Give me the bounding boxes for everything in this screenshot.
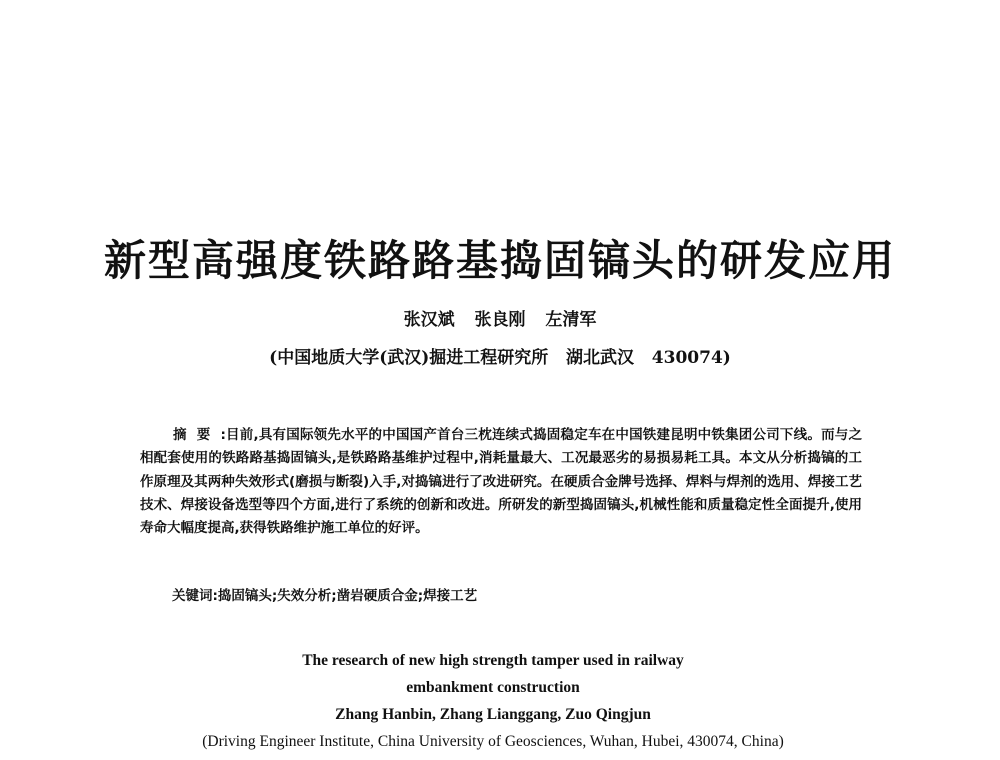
abstract-label: 摘要 [173, 427, 221, 443]
abstract-cn [140, 424, 862, 540]
keywords-label: 关键词 [172, 588, 213, 604]
paper-title-en-line2: embankment construction [406, 679, 580, 696]
paper-title-cn: 新型高强度铁路路基捣固镐头的研发应用 [103, 236, 896, 285]
authors-cn: 张汉斌 张良刚 左清军 [403, 310, 597, 330]
affiliation-cn: (中国地质大学(武汉)掘进工程研究所 湖北武汉 430074) [269, 348, 731, 368]
keywords-cn [172, 584, 477, 604]
paper-title-en-line1: The research of new high strength tamper used in railway [302, 652, 684, 669]
keywords-text: :捣固镐头;失效分析;凿岩硬质合金;焊接工艺 [212, 588, 478, 604]
abstract-text: :目前,具有国际领先水平的中国国产首台三枕连续式捣固稳定车在中国铁建昆明中铁集团公司下线。而与之相配套使用的铁路路基捣固镐头,是铁路路基维护过程中,消耗量最大、工况最恶劣的易损易耗工具。本文从分析捣镐的工作原理及其两种失效形式(磨损与断裂)入手,对捣镐进行了改进研究。在硬质合金牌号选择、焊料与焊剂的选用、焊接工艺技术、焊接设备选型等四个方面,进行了系统的创新和改进。所研发的新型捣固镐头,机械性能和质量稳定性全面提升,使用寿命大幅度提高,获得铁路维护施工单位的好评。 [140, 427, 863, 537]
affiliation-en: (Driving Engineer Institute, China University of Geosciences, Wuhan, Hubei, 430074, China) [202, 733, 784, 750]
authors-en: Zhang Hanbin, Zhang Lianggang, Zuo Qingjun [335, 706, 651, 723]
